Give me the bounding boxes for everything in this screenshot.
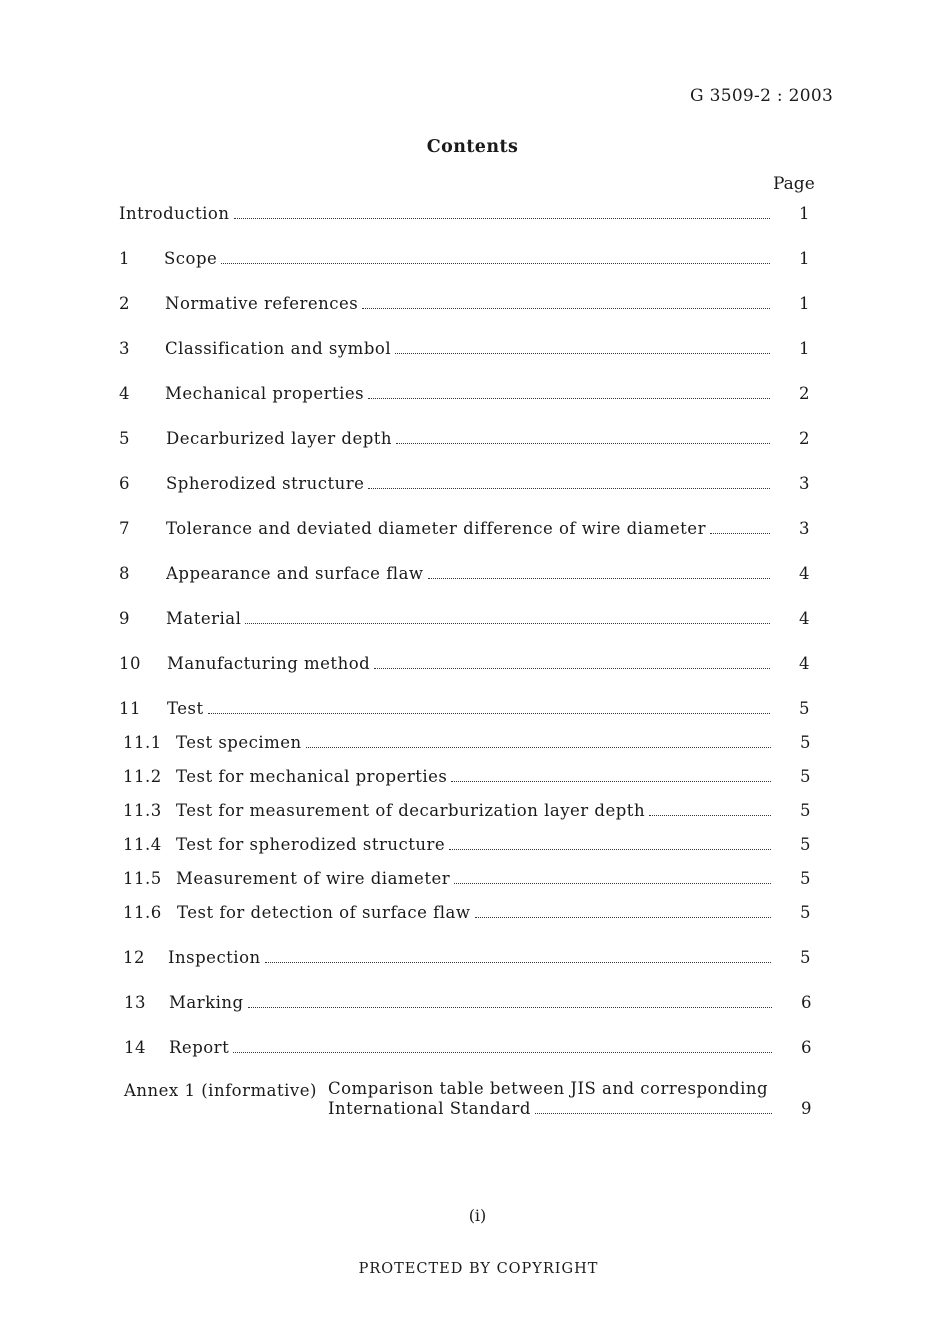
toc-entry-title: Manufacturing method (167, 654, 371, 673)
dot-leader (649, 815, 771, 816)
dot-leader (428, 578, 770, 579)
toc-entry-mechanical-properties[interactable] (119, 382, 816, 406)
toc-entry-number: 11.6 (123, 903, 162, 922)
toc-entry-page: 1 (799, 204, 810, 223)
toc-entry-number: 11.2 (123, 767, 162, 786)
toc-entry-number: 10 (119, 654, 141, 673)
toc-entry-title: Marking (169, 993, 244, 1012)
dot-leader (234, 218, 771, 219)
toc-entry-page: 1 (799, 294, 810, 313)
toc-entry-title: Decarburized layer depth (166, 429, 393, 448)
toc-entry-test-specimen[interactable] (123, 731, 817, 755)
toc-entry-number: 1 (119, 249, 130, 268)
toc-entry-title: Test for measurement of decarburization layer depth (176, 801, 646, 820)
toc-entry-title: Spherodized structure (166, 474, 365, 493)
page-column-label: Page (773, 174, 815, 194)
toc-entry-test-spherodized[interactable] (123, 833, 817, 857)
toc-entry-normative-references[interactable] (119, 292, 816, 316)
toc-entry-page: 2 (799, 384, 810, 403)
toc-entry-number: 13 (124, 993, 146, 1012)
toc-entry-number: 11 (119, 699, 141, 718)
toc-entry-number: 12 (123, 948, 145, 967)
toc-entry-page: 3 (799, 519, 810, 538)
dot-leader (451, 781, 771, 782)
toc-entry-page: 5 (800, 869, 811, 888)
toc-entry-title: Scope (164, 249, 218, 268)
toc-entry-test[interactable] (119, 697, 816, 721)
dot-leader (265, 962, 771, 963)
toc-entry-page: 4 (799, 564, 810, 583)
dot-leader (710, 533, 770, 534)
dot-leader (368, 398, 770, 399)
toc-entry-page: 5 (800, 903, 811, 922)
toc-entry-manufacturing[interactable] (119, 652, 816, 676)
toc-entry-number: 11.3 (123, 801, 162, 820)
toc-entry-title: Inspection (168, 948, 261, 967)
toc-entry-scope[interactable] (119, 247, 816, 271)
toc-entry-number: 9 (119, 609, 130, 628)
document-code: G 3509-2 : 2003 (690, 86, 834, 106)
dot-leader (395, 353, 770, 354)
toc-entry-annex-1[interactable] (124, 1078, 816, 1126)
annex-title-line1: Comparison table between JIS and corresponding (328, 1079, 769, 1098)
toc-entry-introduction[interactable] (119, 202, 816, 226)
dot-leader (248, 1007, 772, 1008)
dot-leader (454, 883, 771, 884)
toc-entry-number: 2 (119, 294, 130, 313)
annex-title-line2: International Standard (328, 1099, 531, 1118)
toc-entry-material[interactable] (119, 607, 816, 631)
toc-entry-page: 1 (799, 339, 810, 358)
footer-page-number: (i) (468, 1206, 487, 1225)
toc-entry-marking[interactable] (124, 991, 818, 1015)
toc-entry-page: 5 (800, 767, 811, 786)
toc-entry-number: 14 (124, 1038, 146, 1057)
toc-entry-title: Test for spherodized structure (176, 835, 446, 854)
toc-entry-title: Test specimen (176, 733, 302, 752)
toc-entry-title: Report (169, 1038, 230, 1057)
dot-leader (368, 488, 770, 489)
toc-entry-number: 7 (119, 519, 130, 538)
dot-leader (306, 747, 771, 748)
toc-entry-title: Appearance and surface flaw (166, 564, 424, 583)
toc-entry-test-mechanical[interactable] (123, 765, 817, 789)
toc-entry-number: 5 (119, 429, 130, 448)
dot-leader (449, 849, 771, 850)
toc-entry-report[interactable] (124, 1036, 818, 1060)
toc-entry-number: 11.5 (123, 869, 162, 888)
toc-entry-page: 5 (800, 948, 811, 967)
annex-page: 9 (801, 1099, 812, 1118)
toc-entry-title: Mechanical properties (165, 384, 365, 403)
toc-entry-test-decarburization[interactable] (123, 799, 817, 823)
toc-entry-page: 5 (800, 801, 811, 820)
toc-entry-appearance[interactable] (119, 562, 816, 586)
toc-entry-decarburized-layer[interactable] (119, 427, 816, 451)
toc-entry-number: 4 (119, 384, 130, 403)
toc-entry-tolerance[interactable] (119, 517, 816, 541)
toc-entry-number: 3 (119, 339, 130, 358)
dot-leader (535, 1113, 772, 1114)
toc-entry-number: 11.1 (123, 733, 162, 752)
toc-entry-page: 5 (800, 835, 811, 854)
toc-entry-page: 2 (799, 429, 810, 448)
toc-entry-page: 6 (801, 1038, 812, 1057)
toc-entry-page: 5 (800, 733, 811, 752)
toc-entry-title: Test for detection of surface flaw (177, 903, 471, 922)
toc-entry-title: Material (166, 609, 242, 628)
toc-entry-number: 8 (119, 564, 130, 583)
dot-leader (374, 668, 770, 669)
dot-leader (221, 263, 770, 264)
toc-entry-title: Test (167, 699, 204, 718)
toc-entry-page: 1 (799, 249, 810, 268)
toc-entry-page: 6 (801, 993, 812, 1012)
toc-entry-title: Test for mechanical properties (176, 767, 448, 786)
toc-entry-page: 5 (799, 699, 810, 718)
dot-leader (233, 1052, 772, 1053)
dot-leader (245, 623, 770, 624)
page-title: Contents (426, 137, 519, 157)
toc-entry-number: 11.4 (123, 835, 162, 854)
toc-entry-wire-diameter[interactable] (123, 867, 817, 891)
toc-entry-classification[interactable] (119, 337, 816, 361)
toc-entry-page: 3 (799, 474, 810, 493)
toc-entry-surface-flaw[interactable] (123, 901, 817, 925)
toc-entry-page: 4 (799, 609, 810, 628)
toc-entry-title: Classification and symbol (165, 339, 392, 358)
annex-label: Annex 1 (informative) (124, 1081, 317, 1100)
dot-leader (396, 443, 770, 444)
toc-entry-title: Normative references (165, 294, 359, 313)
toc-entry-number: 6 (119, 474, 130, 493)
toc-entry-title: Tolerance and deviated diameter difference of wire diameter (166, 519, 706, 538)
toc-entry-title: Introduction (119, 204, 230, 223)
toc-entry-title: Measurement of wire diameter (176, 869, 451, 888)
footer-copyright: PROTECTED BY COPYRIGHT (358, 1261, 599, 1277)
toc-entry-page: 4 (799, 654, 810, 673)
dot-leader (362, 308, 770, 309)
dot-leader (208, 713, 770, 714)
toc-entry-spherodized-structure[interactable] (119, 472, 816, 496)
dot-leader (475, 917, 772, 918)
toc-entry-inspection[interactable] (123, 946, 817, 970)
